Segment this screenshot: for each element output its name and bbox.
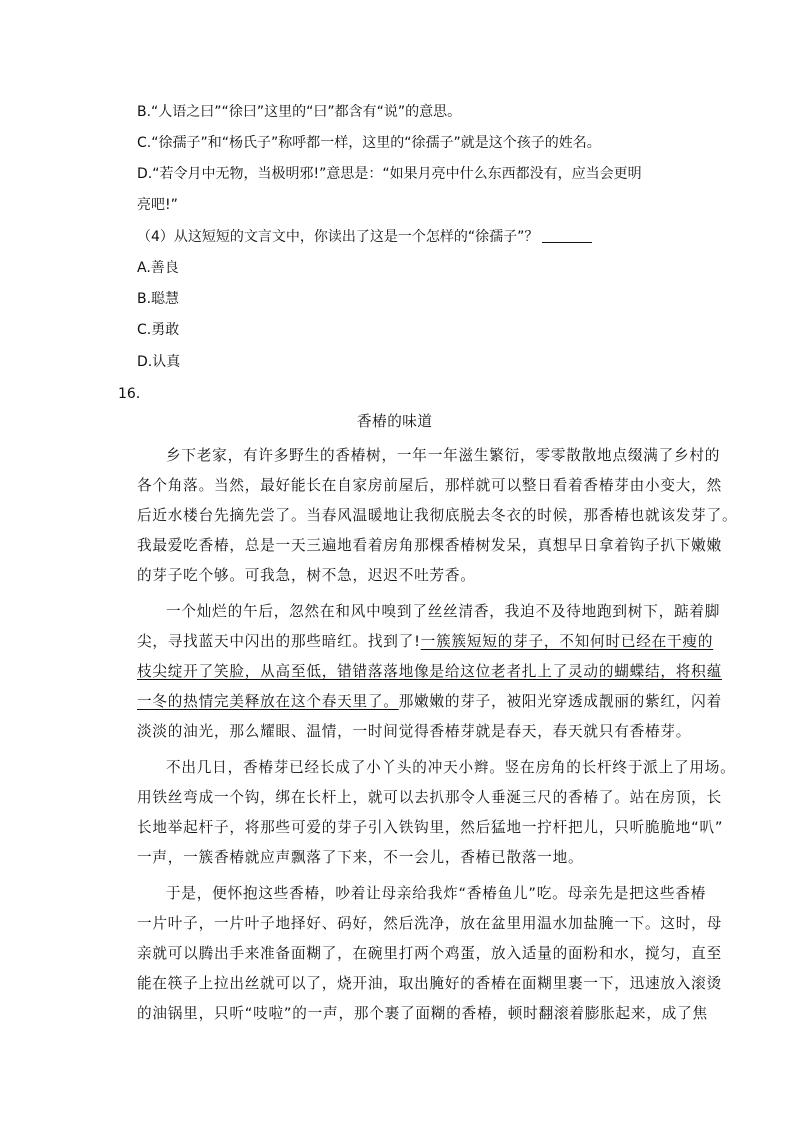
passage-line: 一个灿烂的午后，忽然在和风中嗅到了丝丝清香，我迫不及待地跑到树下，踮着脚	[166, 603, 721, 620]
underlined-sentence: 枝尖绽开了笑脸，从高至低，错错落落地像是给这位老者扎上了灵动的蝴蝶结，将积蕴	[137, 663, 722, 680]
q4-option-c: C.勇敢	[137, 322, 180, 338]
passage-line	[137, 662, 722, 682]
passage-line: 亲就可以腾出手来准备面糊了，在碗里打两个鸡蛋，放入适量的面粉和水，搅匀，直至	[137, 945, 722, 962]
option-d-line1: D.“若令月中无物，当极明邪!”意思是：“如果月亮中什么东西都没有，应当会更明	[137, 166, 642, 182]
passage-line: 不出几日，香椿芽已经长成了小丫头的冲天小辫。竖在房角的长杆终于派上了用场。	[166, 759, 736, 776]
passage-line: 乡下老家，有许多野生的香椿树，一年一年滋生繁衍，零零散散地点缀满了乡村的	[166, 447, 721, 464]
answer-blank[interactable]	[542, 228, 592, 243]
passage-text: 尖，寻找蓝天中闪出的那些暗红。找到了!	[137, 633, 421, 650]
q4-option-d: D.认真	[137, 354, 181, 370]
passage-line: 于是，便怀抱这些香椿，吵着让母亲给我炸“香椿鱼儿”吃。母亲先是把这些香椿	[166, 885, 707, 902]
passage-line: 各个角落。当然，最好能长在自家房前屋后，那样就可以整日看着香椿芽由小变大，然	[137, 477, 722, 494]
option-d-line2: 亮吧!”	[137, 197, 178, 213]
passage-line: 的油锅里，只听“吱啦”的一声，那个裹了面糊的香椿，顿时翻滚着膨胀起来，成了焦	[137, 1005, 708, 1022]
passage-line: 我最爱吃香椿，总是一天三遍地看着房角那棵香椿树发呆，真想早日拿着钩子扒下嫩嫩	[137, 537, 722, 554]
passage-line	[137, 632, 713, 652]
option-b: B.“人语之曰”“徐曰”这里的“曰”都含有“说”的意思。	[137, 104, 462, 120]
passage-title: 香椿的味道	[357, 413, 433, 430]
q4-option-b: B.聪慧	[137, 291, 180, 307]
question-4-prompt	[137, 227, 592, 247]
passage-line: 淡淡的油光，那么耀眼、温情，一时间觉得香椿芽就是春天，春天就只有香椿芽。	[137, 723, 692, 740]
underlined-sentence: 一冬的热情完美释放在这个春天里了。	[137, 693, 399, 710]
passage-text: 那嫩嫩的芽子，被阳光穿透成靓丽的紫红，闪着	[398, 693, 722, 710]
passage-line: 的芽子吃个够。可我急，树不急，迟迟不吐芳香。	[137, 567, 476, 584]
passage-line: 后近水楼台先摘先尝了。当春风温暖地让我彻底脱去冬衣的时候，那香椿也就该发芽了。	[137, 507, 738, 524]
question-number: 16．	[118, 386, 150, 402]
passage-line: 一片叶子，一片叶子地择好、码好，然后洗净，放在盆里用温水加盐腌一下。这时，母	[137, 915, 722, 932]
underlined-sentence: 一簇簇短短的芽子，不知何时已经在干瘦的	[420, 633, 714, 650]
option-c: C.“徐孺子”和“杨氏子”称呼都一样，这里的“徐孺子”就是这个孩子的姓名。	[137, 135, 601, 151]
passage-line: 一声，一簇香椿就应声飘落了下来，不一会儿，香椿已散落一地。	[137, 849, 584, 866]
passage-line	[137, 692, 722, 712]
question-4-text: （4）从这短短的文言文中，你读出了这是一个怎样的“徐孺子”？	[137, 229, 539, 245]
q4-option-a: A.善良	[137, 260, 179, 276]
passage-line: 能在筷子上拉出丝就可以了，烧开油，取出腌好的香椿在面糊里裹一下，迅速放入滚烫	[137, 975, 722, 992]
passage-line: 长地举起杆子，将那些可爱的芽子引入铁钩里，然后猛地一拧杆把儿，只听脆脆地“叭”	[137, 819, 724, 836]
passage-line: 用铁丝弯成一个钩，绑在长杆上，就可以去扒那令人垂涎三尺的香椿了。站在房顶，长	[137, 789, 722, 806]
